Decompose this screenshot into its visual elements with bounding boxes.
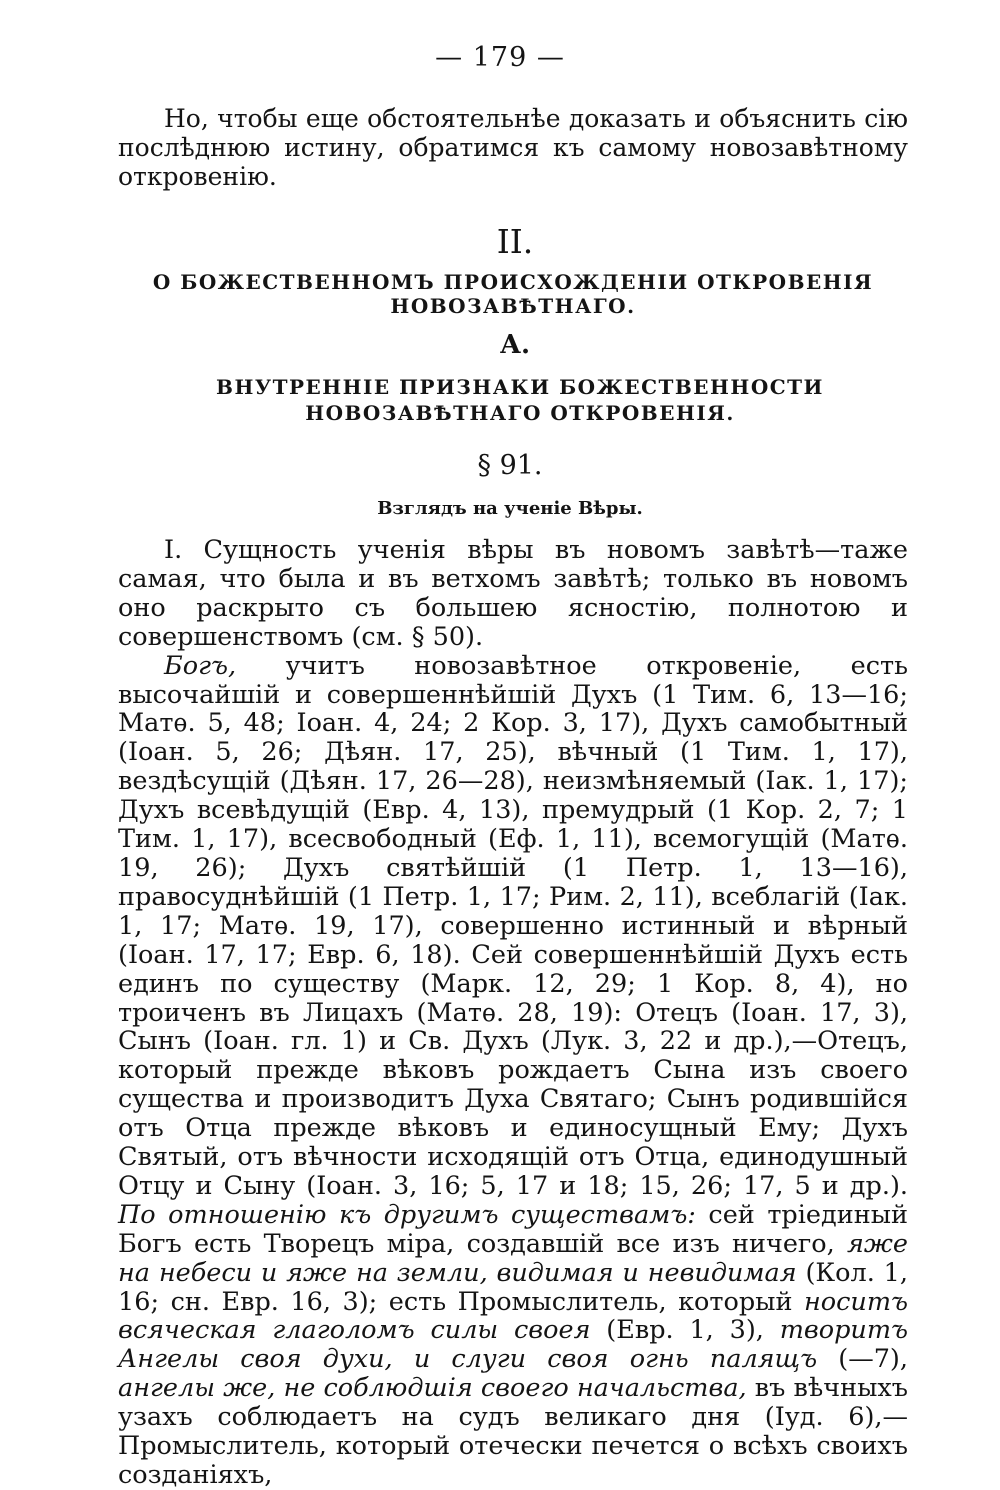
section-title: ВНУТРЕННІЕ ПРИЗНАКИ БОЖЕСТВЕННОСТИ НОВОЗАВѢТНАГО ОТКРОВЕНІЯ. xyxy=(216,375,824,425)
text-run: сей тріединый Богъ есть Творецъ міра, создавшій все изъ ничего, xyxy=(118,1199,908,1259)
text-run: въ вѣчныхъ узахъ соблюдаетъ на судъ великаго дня (Іуд. 6),—Промыслитель, который отечески печется о всѣхъ своихъ созданіяхъ, xyxy=(118,1373,908,1490)
page-number: — 179 — xyxy=(435,42,565,73)
italic-phrase: По отношенію къ другимъ существамъ: xyxy=(118,1199,696,1230)
text-run: учитъ новозавѣтное откровеніе, есть высочайшій и совершеннѣйшій Духъ (1 Тим. 6, 13—16; Матѳ. 5, 48; Іоан. 4, 24; 2 Кор. 3, 17), Духъ самобытный (Іоан. 5, 26; Дѣян. 17, 25), вѣчный (1 Тим. 1, 17), вездѣсущій (Дѣян. 17, 26—28), неизмѣняемый (Іак. 1, 17); Духъ всевѣдущій (Евр. 4, 13), премудрый (1 Кор. 2, 7; 1 Тим. 1, 17), всесвободный (Еф. 1, 11), всемогущій (Матѳ. 19, 26); Духъ святѣйшій (1 Петр. 1, 13—16), правосуднѣйшій (1 Петр. 1, 17; Рим. 2, 11), всеблагій (Іак. 1, 17; Матѳ. 19, 17), совершенно истинный и вѣрный (Іоан. 17, 17; Евр. 6, 18). Сей совершеннѣйшій Духъ есть единъ по существу (Марк. 12, 29; 1 Кор. 8, 4), но троиченъ въ Лицахъ (Матѳ. 28, 19): Отецъ (Іоан. 17, 3), Сынъ (Іоан. гл. 1) и Св. Духъ (Лук. 3, 22 и др.),—Отецъ, который прежде вѣковъ рождаетъ Сына изъ своего существа и производитъ Духа Святаго; Сынъ родившійся отъ Отца прежде вѣковъ и единосущный Ему; Духъ Святый, отъ вѣчности исходящій отъ Отца, единодушный Отцу и Сыну (Іоан. 3, 16; 5, 17 и 18; 15, 26; 17, 5 и др.). xyxy=(118,650,908,1201)
italic-term-god: Богъ, xyxy=(164,650,237,681)
subheading: Взглядъ на ученіе Вѣры. xyxy=(377,498,643,519)
paragraph-2 xyxy=(118,652,908,1490)
text-run: (—7), xyxy=(817,1344,908,1375)
paragraph-mark: § 91. xyxy=(477,450,543,481)
intro-paragraph: Но, чтобы еще обстоятельнѣе доказать и объяснить сію послѣднюю истину, обратимся къ самому новозавѣтному откровенію. xyxy=(118,104,908,191)
italic-quote: ангелы же, не соблюдшія своего начальства, xyxy=(118,1373,747,1404)
part-title: О БОЖЕСТВЕННОМЪ ПРОИСХОЖДЕНІИ ОТКРОВЕНІЯ НОВОЗАВѢТНАГО. xyxy=(152,270,874,318)
text-run: (Кол. 1, 16; сн. Евр. 16, 3); есть Промыслитель, который xyxy=(118,1257,908,1317)
italic-quote: носитъ всяческая глаголомъ силы своея xyxy=(118,1286,908,1346)
paragraph-1: I. Сущность ученія вѣры въ новомъ завѣтѣ—таже самая, что была и въ ветхомъ завѣтѣ; только въ новомъ оно раскрыто съ большею ясностію, полнотою и совершенствомъ (см. § 50). xyxy=(118,535,908,652)
section-letter: А. xyxy=(499,330,531,360)
text-run: (Евр. 1, 3), xyxy=(590,1315,780,1346)
italic-quote: яже на небеси и яже на земли, видимая и невидимая xyxy=(118,1228,908,1288)
part-number: II. xyxy=(496,222,534,261)
body-text xyxy=(118,536,908,1490)
italic-quote: творитъ Ангелы своя духи, и слуги своя огнь палящъ xyxy=(118,1315,908,1375)
